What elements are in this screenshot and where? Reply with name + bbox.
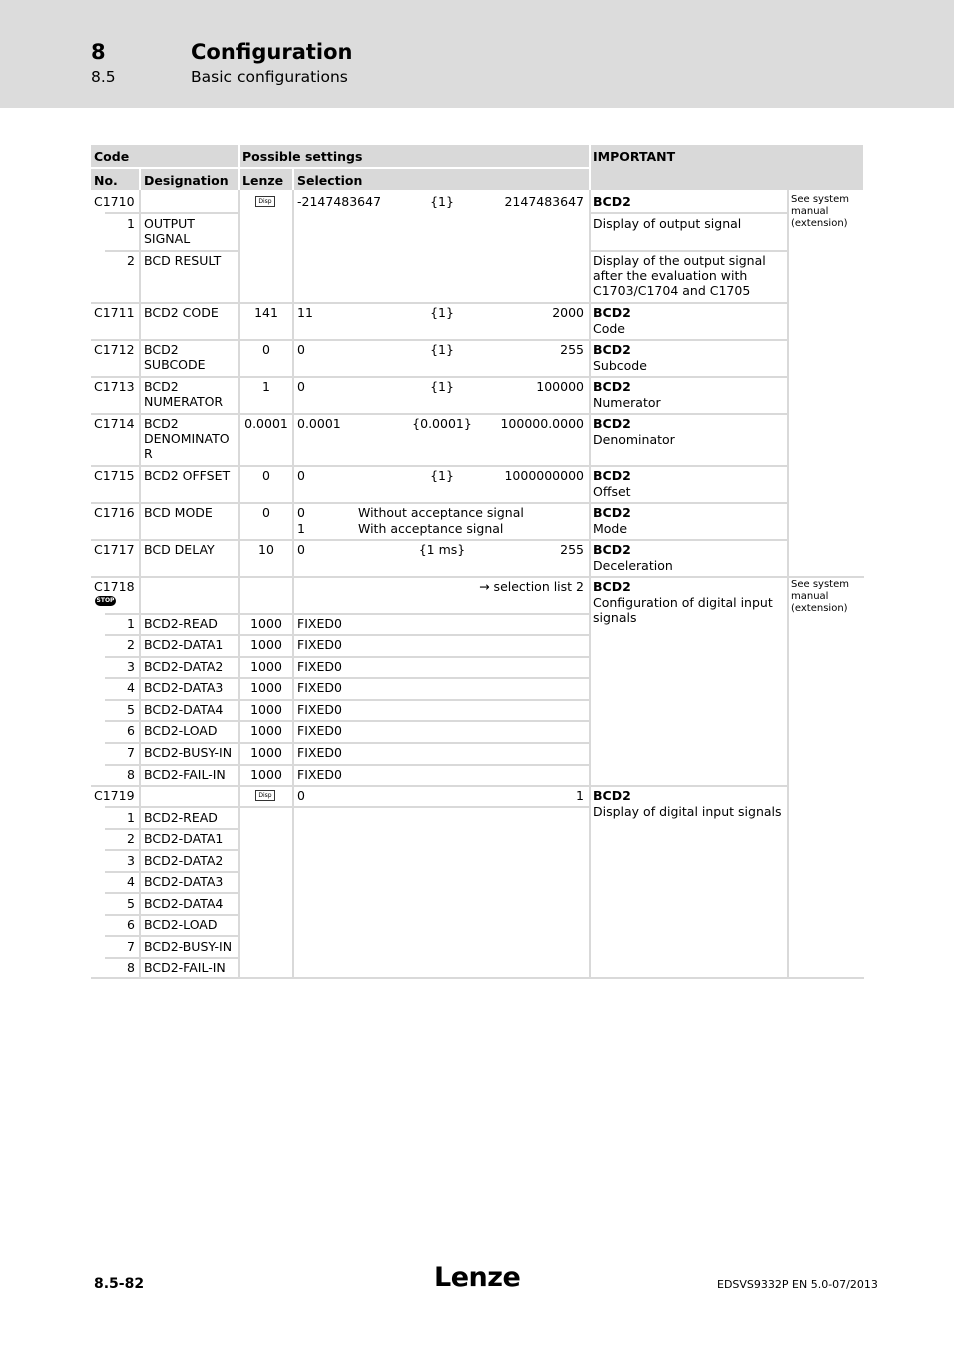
chapter-number: 8: [91, 40, 106, 64]
c1719-row-no: 7: [127, 939, 135, 954]
c1714-min: 0.0001: [297, 416, 341, 431]
c1710-imp-title: BCD2: [593, 194, 631, 209]
header-code: Code: [94, 149, 130, 164]
header-band: [0, 0, 954, 108]
c1718-row-sel: FIXED0: [297, 637, 342, 652]
document-reference: EDSVS9332P EN 5.0-07/2013: [717, 1278, 878, 1291]
c1714-max: 100000.0000: [500, 416, 584, 431]
divider-h: [91, 376, 787, 378]
header-selection: Selection: [297, 173, 363, 188]
c1718-row-name: BCD2-BUSY-IN: [144, 745, 233, 760]
c1719-max: 1: [576, 788, 584, 803]
c1718-imp-text-1: Configuration of digital input: [593, 595, 773, 610]
divider-h: [105, 806, 589, 808]
divider-v: [292, 190, 294, 978]
c1714-name-3: R: [144, 446, 153, 461]
code-c1711: C1711: [94, 305, 135, 320]
c1718-row-name: BCD2-READ: [144, 616, 218, 631]
c1711-lenze: 141: [254, 305, 278, 320]
c1711-imp-title: BCD2: [593, 305, 631, 320]
c1719-min: 0: [297, 788, 305, 803]
c1716-opt0-val: 0: [297, 505, 305, 520]
c1710-sub2-no: 2: [127, 253, 135, 268]
divider-h: [105, 764, 589, 766]
c1716-imp-text: Mode: [593, 521, 628, 536]
c1715-step: {1}: [430, 468, 454, 483]
divider-h: [91, 539, 787, 541]
c1719-row-no: 6: [127, 917, 135, 932]
c1715-imp-text: Offset: [593, 484, 631, 499]
c1712-lenze: 0: [262, 342, 270, 357]
c1719-row-no: 5: [127, 896, 135, 911]
c1718-row-sel: FIXED0: [297, 659, 342, 674]
c1713-name-1: BCD2: [144, 379, 179, 394]
c1718-row-lenze: 1000: [250, 723, 282, 738]
c1712-max: 255: [560, 342, 584, 357]
divider-h: [591, 212, 787, 214]
divider-h: [105, 634, 589, 636]
c1719-row-no: 3: [127, 853, 135, 868]
c1714-name-2: DENOMINATO: [144, 431, 230, 446]
divider-h: [91, 977, 864, 979]
divider-h: [105, 935, 238, 937]
code-c1713: C1713: [94, 379, 135, 394]
divider-h: [105, 957, 238, 959]
c1712-step: {1}: [430, 342, 454, 357]
c1715-min: 0: [297, 468, 305, 483]
c1718-row-sel: FIXED0: [297, 680, 342, 695]
c1710-sel-max: 2147483647: [504, 194, 584, 209]
divider-h: [591, 250, 787, 252]
c1717-max: 255: [560, 542, 584, 557]
c1714-lenze: 0.0001: [244, 416, 288, 431]
divider-h: [91, 502, 787, 504]
c1719-row-name: BCD2-LOAD: [144, 917, 218, 932]
c1710-sub1-no: 1: [127, 216, 135, 231]
c1716-name: BCD MODE: [144, 505, 213, 520]
lenze-logo: Lenze: [434, 1262, 521, 1293]
c1713-imp-title: BCD2: [593, 379, 631, 394]
c1718-row-no: 6: [127, 723, 135, 738]
c1713-max: 100000: [536, 379, 584, 394]
c1710-sel-min: -2147483647: [297, 194, 382, 209]
c1719-row-no: 2: [127, 831, 135, 846]
c1719-row-name: BCD2-READ: [144, 810, 218, 825]
c1718-row-lenze: 1000: [250, 659, 282, 674]
divider-h: [91, 785, 787, 787]
c1714-imp-title: BCD2: [593, 416, 631, 431]
header-no: No.: [94, 173, 118, 188]
c1712-min: 0: [297, 342, 305, 357]
c1718-row-no: 7: [127, 745, 135, 760]
c1719-row-name: BCD2-DATA2: [144, 853, 224, 868]
c1711-step: {1}: [430, 305, 454, 320]
c1713-imp-text: Numerator: [593, 395, 661, 410]
code-c1716: C1716: [94, 505, 135, 520]
c1713-step: {1}: [430, 379, 454, 394]
divider-h: [105, 914, 238, 916]
c1712-name-1: BCD2: [144, 342, 179, 357]
c1713-name-2: NUMERATOR: [144, 394, 224, 409]
c1710-sub2-name: BCD RESULT: [144, 253, 222, 268]
c1718-row-lenze: 1000: [250, 637, 282, 652]
c1710-note: See system manual (extension): [791, 194, 849, 229]
c1718-row-sel: FIXED0: [297, 616, 342, 631]
code-c1712: C1712: [94, 342, 135, 357]
divider-h: [105, 212, 238, 214]
header-important: IMPORTANT: [593, 149, 676, 164]
stop-icon: STOP: [96, 597, 115, 604]
section-title: Basic configurations: [191, 68, 348, 86]
c1716-lenze: 0: [262, 505, 270, 520]
header-possible-settings: Possible settings: [242, 149, 363, 164]
divider-h: [105, 250, 238, 252]
c1714-imp-text: Denominator: [593, 432, 675, 447]
c1713-min: 0: [297, 379, 305, 394]
divider-h: [91, 302, 787, 304]
c1718-row-name: BCD2-DATA4: [144, 702, 224, 717]
c1712-name-2: SUBCODE: [144, 357, 206, 372]
c1717-lenze: 10: [258, 542, 274, 557]
c1717-name: BCD DELAY: [144, 542, 215, 557]
divider-h: [105, 828, 238, 830]
divider-h: [91, 465, 787, 467]
divider-h: [105, 677, 589, 679]
divider-v: [589, 190, 591, 978]
c1719-row-name: BCD2-DATA3: [144, 874, 224, 889]
code-c1718: C1718: [94, 579, 135, 594]
divider-h: [105, 849, 238, 851]
c1710-sub1-imp: Display of output signal: [593, 216, 742, 231]
c1710-sub1-name-1: OUTPUT: [144, 216, 195, 231]
c1712-imp-text: Subcode: [593, 358, 647, 373]
c1718-row-lenze: 1000: [250, 680, 282, 695]
code-c1710: C1710: [94, 194, 135, 209]
c1718-imp-text-2: signals: [593, 610, 637, 625]
c1718-row-no: 4: [127, 680, 135, 695]
display-only-icon: Disp: [255, 196, 275, 207]
c1718-row-lenze: 1000: [250, 767, 282, 782]
divider-h: [91, 413, 787, 415]
c1718-row-no: 3: [127, 659, 135, 674]
c1710-sel-step: {1}: [430, 194, 454, 209]
c1719-row-no: 1: [127, 810, 135, 825]
c1719-row-name: BCD2-DATA1: [144, 831, 224, 846]
divider-h: [105, 871, 238, 873]
c1718-row-name: BCD2-DATA3: [144, 680, 224, 695]
c1719-imp-title: BCD2: [593, 788, 631, 803]
code-c1717: C1717: [94, 542, 135, 557]
c1719-row-no: 8: [127, 960, 135, 975]
c1711-imp-text: Code: [593, 321, 626, 336]
c1710-sub1-name-2: SIGNAL: [144, 231, 191, 246]
c1718-row-name: BCD2-DATA1: [144, 637, 224, 652]
c1716-imp-title: BCD2: [593, 505, 631, 520]
c1719-row-name: BCD2-DATA4: [144, 896, 224, 911]
divider-h: [91, 576, 864, 578]
c1719-row-name: BCD2-FAIL-IN: [144, 960, 226, 975]
c1718-row-lenze: 1000: [250, 616, 282, 631]
c1715-lenze: 0: [262, 468, 270, 483]
c1719-row-no: 4: [127, 874, 135, 889]
divider-h: [105, 742, 589, 744]
c1711-min: 11: [297, 305, 313, 320]
c1711-max: 2000: [552, 305, 584, 320]
c1718-row-no: 8: [127, 767, 135, 782]
c1718-row-lenze: 1000: [250, 745, 282, 760]
c1716-opt0-text: Without acceptance signal: [358, 505, 524, 520]
c1718-row-name: BCD2-FAIL-IN: [144, 767, 226, 782]
c1711-name: BCD2 CODE: [144, 305, 219, 320]
c1718-row-name: BCD2-LOAD: [144, 723, 218, 738]
c1718-row-lenze: 1000: [250, 702, 282, 717]
header-lenze: Lenze: [242, 173, 284, 188]
divider-v: [787, 190, 789, 978]
c1718-row-sel: FIXED0: [297, 723, 342, 738]
c1710-sub2-imp-1: Display of the output signal: [593, 253, 766, 268]
c1710-sub2-imp-3: C1703/C1704 and C1705: [593, 283, 751, 298]
divider-h: [91, 339, 787, 341]
section-number: 8.5: [91, 68, 116, 86]
c1718-row-no: 2: [127, 637, 135, 652]
c1716-opt1-val: 1: [297, 521, 305, 536]
code-c1715: C1715: [94, 468, 135, 483]
c1717-step: {1 ms}: [418, 542, 466, 557]
c1717-imp-text: Deceleration: [593, 558, 673, 573]
c1719-imp-text: Display of digital input signals: [593, 804, 782, 819]
divider-h: [105, 720, 589, 722]
c1718-note: See system manual (extension): [791, 579, 849, 614]
page-number: 8.5-82: [94, 1276, 145, 1292]
code-c1714: C1714: [94, 416, 135, 431]
c1714-step: {0.0001}: [412, 416, 472, 431]
c1715-name: BCD2 OFFSET: [144, 468, 231, 483]
c1717-imp-title: BCD2: [593, 542, 631, 557]
chapter-title: Configuration: [191, 40, 353, 64]
divider-h: [105, 656, 589, 658]
c1718-row-sel: FIXED0: [297, 702, 342, 717]
divider-v: [139, 214, 141, 978]
c1713-lenze: 1: [262, 379, 270, 394]
header-designation: Designation: [144, 173, 229, 188]
c1710-sub2-imp-2: after the evaluation with: [593, 268, 748, 283]
c1715-imp-title: BCD2: [593, 468, 631, 483]
c1718-row-no: 1: [127, 616, 135, 631]
c1719-row-name: BCD2-BUSY-IN: [144, 939, 233, 954]
c1718-selection: → selection list 2: [479, 579, 584, 594]
c1718-imp-title: BCD2: [593, 579, 631, 594]
divider-h: [105, 892, 238, 894]
c1718-row-sel: FIXED0: [297, 767, 342, 782]
divider-h: [105, 699, 589, 701]
c1712-imp-title: BCD2: [593, 342, 631, 357]
c1718-row-sel: FIXED0: [297, 745, 342, 760]
c1714-name-1: BCD2: [144, 416, 179, 431]
display-only-icon: Disp: [255, 790, 275, 801]
c1716-opt1-text: With acceptance signal: [358, 521, 504, 536]
c1717-min: 0: [297, 542, 305, 557]
divider-h: [105, 613, 589, 615]
c1718-row-name: BCD2-DATA2: [144, 659, 224, 674]
c1715-max: 1000000000: [504, 468, 584, 483]
divider-v: [139, 190, 141, 214]
c1718-row-no: 5: [127, 702, 135, 717]
code-c1719: C1719: [94, 788, 135, 803]
